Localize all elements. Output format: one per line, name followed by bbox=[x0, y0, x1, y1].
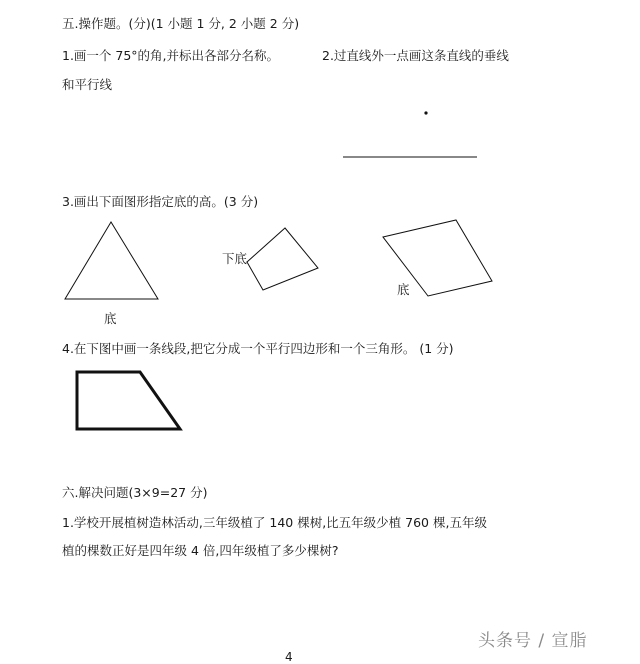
quadrilateral-base-label: 下底 bbox=[222, 251, 248, 266]
triangle-base-label: 底 bbox=[104, 311, 117, 326]
parallelogram-shape bbox=[383, 220, 492, 296]
question-2-text-continued: 和平行线 bbox=[62, 77, 113, 92]
page-number: 4 bbox=[285, 650, 293, 664]
question-3-text: 3.画出下面图形指定底的高。(3 分) bbox=[62, 194, 259, 209]
section5-header: 五.操作题。(分)(1 小题 1 分, 2 小题 2 分) bbox=[62, 16, 300, 31]
point-outside-line bbox=[424, 111, 427, 114]
question-2-text: 2.过直线外一点画这条直线的垂线 bbox=[322, 48, 509, 63]
problem-1-text-continued: 植的棵数正好是四年级 4 倍,四年级植了多少棵树? bbox=[62, 543, 339, 558]
parallelogram-base-label: 底 bbox=[397, 282, 410, 297]
problem-1-text: 1.学校开展植树造林活动,三年级植了 140 棵树,比五年级少植 760 棵,五年级 bbox=[62, 515, 487, 530]
watermark-text: 头条号 / 宣脂 bbox=[478, 631, 588, 651]
section6-header: 六.解决问题(3×9=27 分) bbox=[62, 485, 208, 500]
triangle-shape bbox=[65, 222, 158, 299]
quadrilateral-shape bbox=[247, 228, 318, 290]
trapezoid-shape bbox=[77, 372, 180, 429]
question-4-text: 4.在下图中画一条线段,把它分成一个平行四边形和一个三角形。 (1 分) bbox=[62, 341, 454, 356]
question-1-text: 1.画一个 75°的角,并标出各部分名称。 bbox=[62, 48, 280, 63]
